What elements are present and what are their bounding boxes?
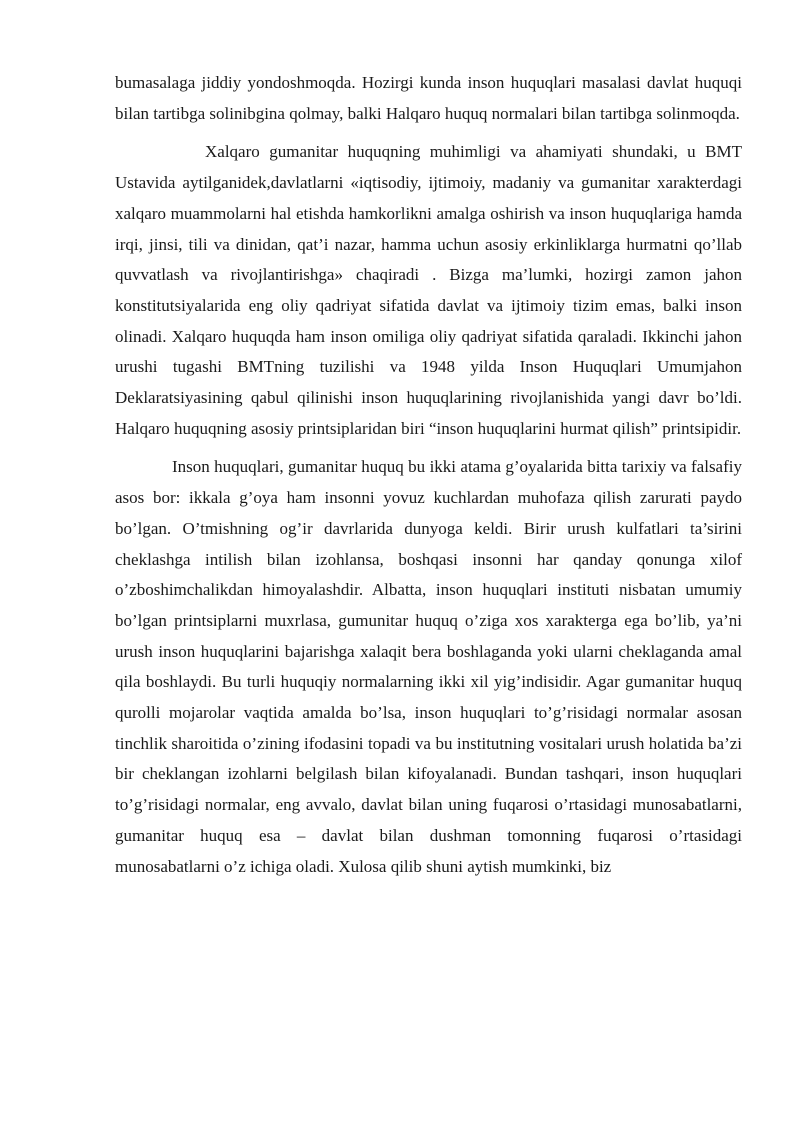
paragraph-humanitarian-law-importance: Xalqaro gumanitar huquqning muhimligi va ahamiyati shundaki, u BMT Ustavida aytilganidek,davlatlarni «iqtisodiy, ijtimoiy, madaniy va gumanitar xarakterdagi xalqaro muammolarni hal etishda hamkorlikni amalga oshirish va inson huquqlariga hamda irqi, jinsi, tili va dinidan, qat’i nazar, hamma uchun asosiy erkinliklarga hurmatni qo’llab quvvatlash va rivojlantirishga» chaqiradi . Bizga ma’lumki, hozirgi zamon jahon konstitutsiyalarida eng oliy qadriyat sifatida davlat va ijtimoiy tizim emas, balki inson olinadi. Xalqaro huquqda ham inson omiliga oliy qadriyat sifatida qaraladi. Ikkinchi jahon urushi tugashi BMTning tuzilishi va 1948 yilda Inson Huquqlari Umumjahon Deklaratsiyasining qabul qilinishi inson huquqlarining rivojlanishida yangi davr bo’ldi. Halqaro huquqning asosiy printsiplaridan biri “inson huquqlarini hurmat qilish” printsipidir. xyxy=(115,142,742,438)
paragraph-human-rights-and-humanitarian-law: Inson huquqlari, gumanitar huquq bu ikki atama g’oyalarida bitta tarixiy va falsafiy asos bor: ikkala g’oya ham insonni yovuz kuchlardan muhofaza qilish zarurati paydo bo’lgan. O’tmishning og’ir davrlarida dunyoga keldi. Birir urush kulfatlari ta’sirini cheklashga intilish bilan izohlansa, boshqasi insonni har qanday qonunga xilof o’zboshimchalikdan himoyalashdir. Albatta, inson huquqlari instituti nisbatan umumiy bo’lgan printsiplarni muxrlasa, gumunitar huquq o’ziga xos xarakterga ega bo’lib, ya’ni urush inson huquqlarini bajarishga xalaqit bera boshlaganda yoki ularni cheklaganda amal qila boshlaydi. Bu turli huquqiy normalarning ikki xil yig’indisidir. Agar gumanitar huquq qurolli mojarolar vaqtida amalda bo’lsa, inson huquqlari to’g’risidagi normalar asosan tinchlik sharoitida o’zining ifodasini topadi va bu institutning vositalari urush holatida ba’zi bir cheklangan izohlarni belgilash bilan kifoyalanadi. Bundan tashqari, inson huquqlari to’g’risidagi normalar, eng avvalo, davlat bilan uning fuqarosi o’rtasidagi munosabatlarni, gumanitar huquq esa – davlat bilan dushman tomonning fuqarosi o’rtasidagi munosabatlarni o’z ichiga oladi. Xulosa qilib shuni aytish mumkinki, biz xyxy=(115,457,742,876)
paragraph-continuation: bumasalaga jiddiy yondoshmoqda. Hozirgi kunda inson huquqlari masalasi davlat huquqi bilan tartibga solinibgina qolmay, balki Halqaro huquq normalari bilan tartibga solinmoqda. xyxy=(115,73,742,123)
document-body xyxy=(115,68,742,882)
